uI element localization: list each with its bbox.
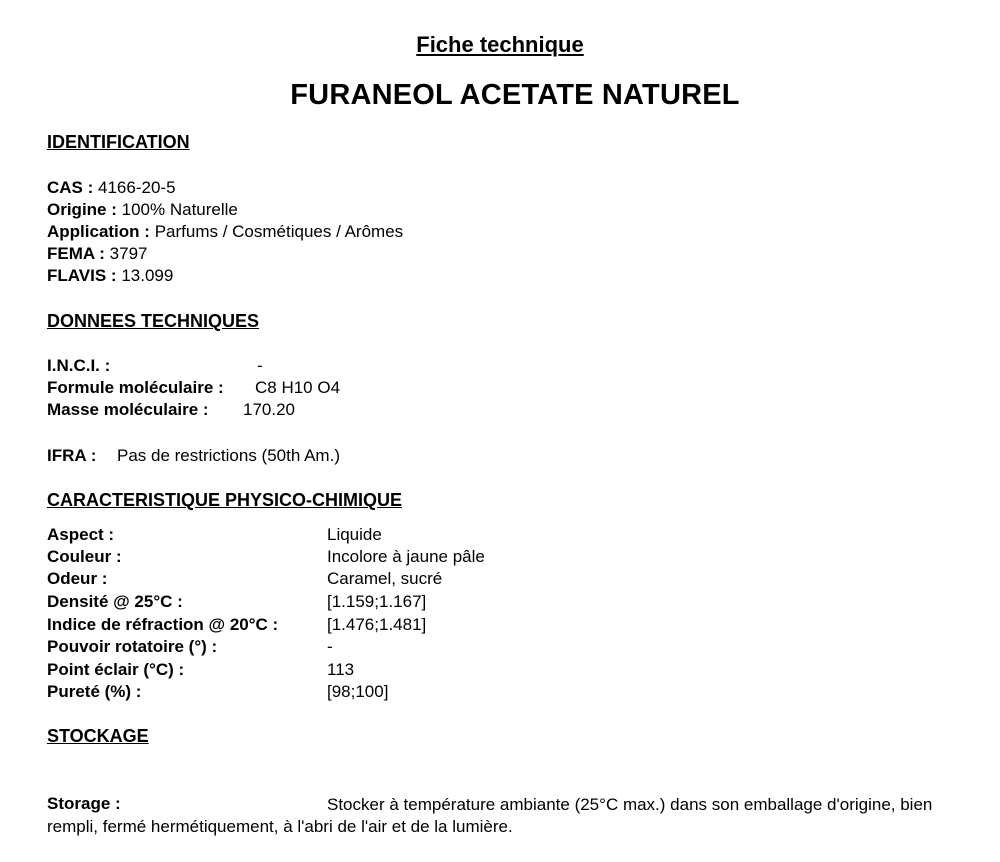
field-label: I.N.C.I. : xyxy=(47,356,111,375)
tech-row-mass xyxy=(47,399,547,421)
physico-row-aspect xyxy=(47,524,647,546)
physico-row-eclair xyxy=(47,659,647,681)
field-value: Pas de restrictions (50th Am.) xyxy=(117,446,340,465)
field-label: FEMA : xyxy=(47,244,105,263)
field-label: Origine : xyxy=(47,200,117,219)
field-value: 3797 xyxy=(109,244,148,263)
tech-row-ifra xyxy=(47,445,547,467)
section-title-physico: CARACTERISTIQUE PHYSICO-CHIMIQUE xyxy=(47,490,403,510)
field-label: Odeur : xyxy=(47,569,108,588)
field-value: [98;100] xyxy=(327,682,389,701)
id-row-cas xyxy=(47,177,176,199)
field-value: - xyxy=(327,637,333,656)
field-value: Incolore à jaune pâle xyxy=(327,547,485,566)
document-title: Fiche technique xyxy=(416,32,584,57)
physico-row-densite xyxy=(47,591,647,613)
field-label: Densité @ 25°C : xyxy=(47,592,183,611)
physico-row-refraction xyxy=(47,614,647,636)
physico-row-odeur xyxy=(47,568,647,590)
field-value: Parfums / Cosmétiques / Arômes xyxy=(154,222,404,241)
field-value: 4166-20-5 xyxy=(98,178,176,197)
field-label: CAS : xyxy=(47,178,94,197)
id-row-origine xyxy=(47,199,238,221)
field-value: 113 xyxy=(327,660,355,679)
field-label: Masse moléculaire : xyxy=(47,400,209,419)
id-row-application xyxy=(47,221,403,243)
field-label: FLAVIS : xyxy=(47,266,117,285)
field-value: Caramel, sucré xyxy=(327,569,443,588)
tech-row-formula xyxy=(47,377,547,399)
physico-row-couleur xyxy=(47,546,647,568)
field-label: Formule moléculaire : xyxy=(47,378,224,397)
field-label: IFRA : xyxy=(47,446,97,465)
field-label: Pouvoir rotatoire (°) : xyxy=(47,637,218,656)
id-row-fema xyxy=(47,243,147,265)
field-value: [1.159;1.167] xyxy=(327,592,427,611)
storage-text: Stocker à température ambiante (25°C max.) dans son emballage d'origine, bien rempli, fermé hermétiquement, à l'abri de l'air et de la lumière. xyxy=(47,795,933,836)
field-value: 100% Naturelle xyxy=(121,200,238,219)
section-title-identification: IDENTIFICATION xyxy=(47,132,190,152)
field-label: Pureté (%) : xyxy=(47,682,142,701)
physico-row-purete xyxy=(47,681,647,703)
field-value: 13.099 xyxy=(121,266,174,285)
field-value: 170.20 xyxy=(243,400,295,419)
field-value: - xyxy=(257,356,263,375)
storage-label: Storage : xyxy=(47,794,121,813)
field-value: Liquide xyxy=(327,525,382,544)
tech-row-inci xyxy=(47,355,547,377)
field-value: [1.476;1.481] xyxy=(327,615,427,634)
section-title-technical: DONNEES TECHNIQUES xyxy=(47,311,260,331)
field-value: C8 H10 O4 xyxy=(255,378,341,397)
physico-row-rotatoire xyxy=(47,636,647,658)
section-title-storage: STOCKAGE xyxy=(47,726,149,746)
field-label: Couleur : xyxy=(47,547,122,566)
product-name: FURANEOL ACETATE NATUREL xyxy=(290,79,740,111)
field-label: Application : xyxy=(47,222,150,241)
field-label: Point éclair (°C) : xyxy=(47,660,185,679)
field-label: Indice de réfraction @ 20°C : xyxy=(47,615,279,634)
id-row-flavis xyxy=(47,265,173,287)
field-label: Aspect : xyxy=(47,525,115,544)
